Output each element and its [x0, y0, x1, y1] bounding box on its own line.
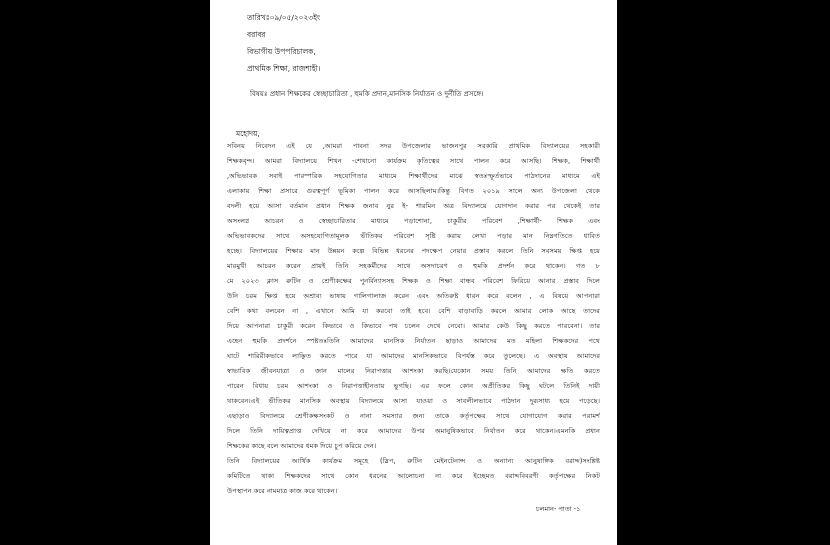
body-line: ,অভিভাবক সবাই পারস্পরিক সহযোগিতার মাধ্যমে শিক্ষার্থীদের মাঝে স্বতঃস্ফূর্তভাবে পাঠদানের মাধ্যমে এই [227, 172, 600, 180]
body-line: তিনি বিদ্যালয়ের আর্থিক কার্যক্রম সমূহে (স্লিপ, রুটিন মেইনটেনান্স ও অন্যান্য আনুষাঙ্গিক বরাদ্দ)সংশ্লিষ্ট [227, 457, 600, 465]
body-line: উনি চরম ক্ষিপ্ত হয়ে অশ্রাব্য ভাষায় গালিগালাজ করেন এবং অতিরুষ্ট ধারন করে বলেন , এ বিষয়ে আপনারা [227, 292, 600, 300]
body-line: পারেন বিধায় চরম আশংকা ও নিরাপত্তাহীনতায় ভুগছি। এর ফলে কোন অপ্রীতিকর কিছু ঘটলে তিনিই দায়ী [227, 382, 600, 390]
recipient-line-2: প্রাথমিক শিক্ষা, রাজশাহী। [247, 64, 321, 73]
salutation: মহোদয়, [236, 129, 260, 138]
body-line: এলাকায় শিক্ষা প্রসারে গুরত্বপূর্ণ ভূমিকা পালন করে আসছিলাম।কিন্তু বিগত ২০১৯ সালে অন্য উপজেলা থেকে [227, 187, 600, 195]
body-line: শিক্ষকের কাছে বলে আমাদের ধমক দিয়ে চুপ করিয়ে দেন। [227, 442, 377, 450]
letter-page [210, 0, 617, 545]
body-line: কমিটিতে থাকা শিক্ষকদের সাথে কোন ধরনের আলোচনা না করে ইচ্ছেমত বরাদ্দবিবরণী কর্তৃপক্ষের নিকট [227, 472, 600, 480]
page-continued-note: চলমান- পাতা -১ [536, 505, 581, 513]
body-line: হচ্ছে। বিদ্যালয়ের শিক্ষার মান উন্নয়ন কল্পে বিভিন্ন ধরনের পদক্ষেপ নেয়ার প্রস্তাব করলে তিনি সবসময় ক্ষিপ্ত হয়ে [227, 247, 600, 255]
to-line: বরাবর [247, 30, 266, 39]
body-line: স্বাভাবিক জীবনযাত্রা ও জান মালের নিরাপত্তার আশংকা করছি।যেকোন সময় তিনি আমাদের ক্ষতি করতে [227, 367, 600, 375]
body-line: বেশি কথা বলবেন না , এখানে আমি যা করবো তাই হবে। বেশি বাড়াবাড়ি করলে আমার লোক আছে তাদের [227, 307, 600, 315]
body-line: এছাড়াও বিদ্যালয়ে শ্রেণীকক্ষসংকট ও নানা সমস্যার জন্য তাকে কর্তৃপক্ষের সাথে যোগাযোগ করার পরামর্শ [227, 412, 600, 420]
body-line: দিলে তিনি দায়িত্বপ্রাপ্ত দেখিয়ে না করে আমাদের উপর অমানুষিকভাবে নির্যাতন করে থাকেন।এমনকি প্রধান [227, 427, 600, 435]
body-line: থাকবেন।এই ভীতিকর মানসিক অবস্থায় বিদ্যালয়ে আসা যাওয়া ও সাবলীলভাবে পাঠদান দুরূসাধ্য হয়ে পড়েছে। [227, 397, 600, 405]
subject-line: বিষয়ঃ প্রধান শিক্ষকের স্বেচ্ছাচারিতা , হুমকি প্রদান,মানসিক নির্যাতন ও দুর্নীতি প্রসঙ্গে। [250, 90, 484, 98]
body-line: বদলী হয়ে আসা বর্তমান প্রধান শিক্ষক জনাব নুর ই- শারমিন অত্র বিদ্যালয়ে যোগদান করার পর থেকেই তার [227, 202, 600, 210]
recipient-line-1: বিভাগীয় উপপরিচালক, [247, 47, 316, 56]
body-line: অভিভাবকদের সাথে অসহযোগিতামূলক ভীতিকর পরিবেশ সৃষ্টি করায় লেখা পড়ার মান নিম্নগতিতে ধাবিত [227, 232, 600, 240]
body-line: ঘাটে শারিরীকভাবে লাঞ্ছিত করতে পারে যা আমাদের মানসিকভাবে বিপর্যস্ত করে তুলেছে। এ অবস্থায় আমাদের [227, 352, 600, 360]
body-line: উপস্থাপন করে নামমাত্র কাজ করে থাকেন। [227, 487, 338, 495]
body-line: সবিনয় নিবেদন এই যে ,আমরা পাবনা সদর উপজেলার ভাজনপুর সরকারি প্রাথমিক বিদ্যালয়ের সহকারী [227, 142, 600, 150]
body-line: মারমুখী আচরন করেন প্রায়ই তিনি সহকর্মীদের সাথে অসদাচরণ ও হুমকি প্রদর্শন করে থাকেন। গত ৮ [227, 262, 600, 270]
body-line: এহেন হুমকি প্রদর্শনে স্পষ্টতঃতিনি আমাদের মানসিক নির্যাতন ছাড়াও আমাদের মত মহিলা শিক্ষকদের পথে [227, 337, 600, 345]
body-line: দিয়ে আপনারা চাকুরী করেন কিভাবে ও কিভাবে পথ চলেন দেখে নেবো। আমার কেউ কিছু করতে পারবেনা। তার [227, 322, 600, 330]
body-line: অসংলগ্ন আচরন ও স্বেচ্ছাচারিতার মাধ্যমে পড়াশোনা, চাকুরীর পরিবেশ ,শিক্ষার্থী- শিক্ষক এবং [227, 217, 600, 225]
date-line: তারিখঃ০৯/০৫/২০২৩ইং [247, 13, 321, 22]
body-line: শিক্ষকবৃন্দ। আমরা বিদ্যালয়ে শিখন -শেখানো কার্যক্রম কৃতিত্বের সাথে পালন করে আসছি। শিক্ষক, শিক্ষার্থী [227, 157, 600, 165]
body-line: মে ২০২৩ ক্লাস রুটিন ও শ্রেণীকক্ষের পুনর্বিন্যাসসহ শিক্ষক ও শিক্ষা বান্ধব পরিবেশ ফিরিয়ে আনার প্রস্তাব দিলে [227, 277, 600, 285]
